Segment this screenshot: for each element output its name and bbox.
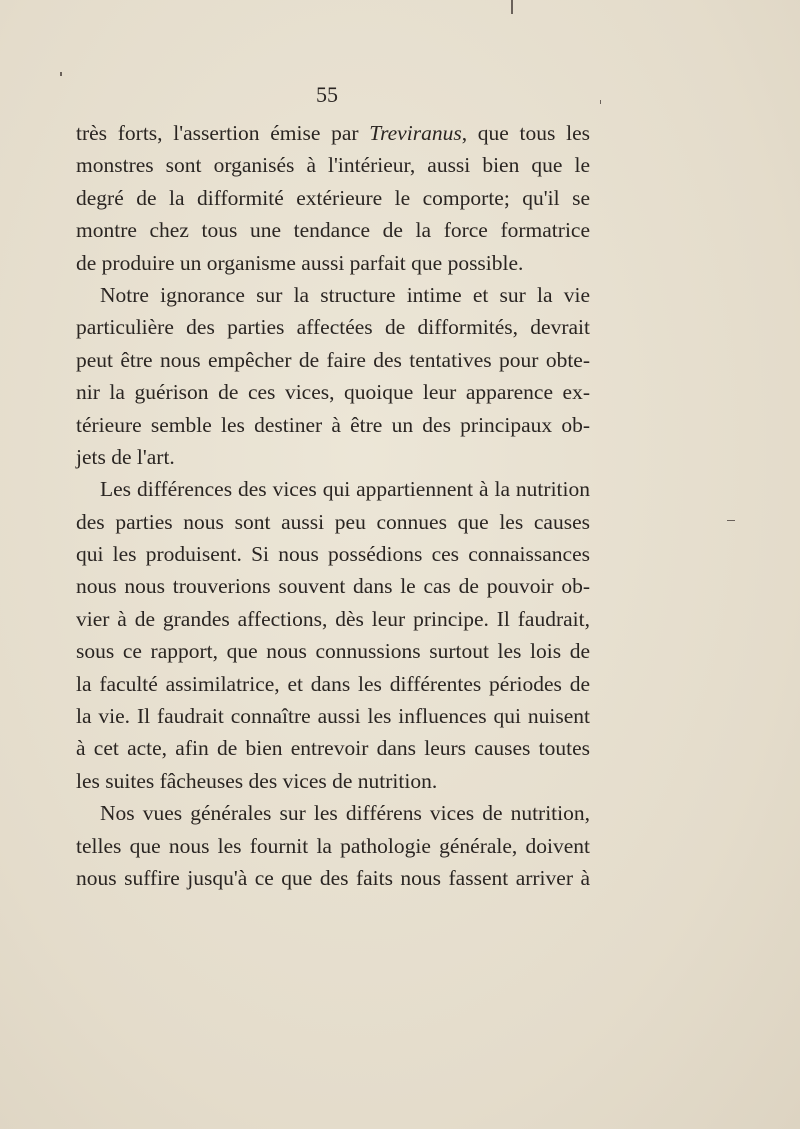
text-line: Notre ignorance sur la structure intime et sur la vie <box>100 282 590 307</box>
text-line: monstres sont organisés à l'intérieur, aussi bien que le <box>76 153 590 178</box>
text-line: vier à de grandes affections, dès leur principe. Il faudrait, <box>76 606 590 631</box>
page-number: 55 <box>316 82 338 107</box>
text-line: nous nous trouverions souvent dans le cas de pouvoir ob- <box>76 574 590 599</box>
text-line <box>76 117 590 149</box>
text-line: degré de la difformité extérieure le comporte; qu'il se <box>76 185 590 210</box>
text-line: Nos vues générales sur les différens vices de nutrition, <box>100 801 590 826</box>
text-line: des parties nous sont aussi peu connues que les causes <box>76 509 590 534</box>
text-line: la vie. Il faudrait connaître aussi les influences qui nuisent <box>76 704 590 729</box>
text-line: peut être nous empêcher de faire des tentatives pour obte- <box>76 347 590 372</box>
body-text <box>76 117 590 894</box>
text-line: de produire un organisme aussi parfait que possible. <box>76 250 524 275</box>
ink-mark <box>60 72 62 76</box>
text-line: à cet acte, afin de bien entrevoir dans leurs causes toutes <box>76 736 590 761</box>
text-line: particulière des parties affectées de difformités, devrait <box>76 315 590 340</box>
ink-mark <box>727 520 735 521</box>
text-line: nir la guérison de ces vices, quoique leur apparence ex- <box>76 380 590 405</box>
author-name: Treviranus <box>369 121 462 145</box>
text-line: telles que nous les fournit la pathologie générale, doivent <box>76 833 590 858</box>
text-line: Les différences des vices qui appartiennent à la nutrition <box>100 477 590 502</box>
line-segment: très forts, l'assertion émise par <box>76 121 370 145</box>
text-line: les suites fâcheuses des vices de nutrition. <box>76 768 438 793</box>
text-line: montre chez tous une tendance de la force formatrice <box>76 218 590 243</box>
text-line: jets de l'art. <box>76 444 175 469</box>
text-line: térieure semble les destiner à être un des principaux ob- <box>76 412 590 437</box>
ink-mark <box>511 0 513 14</box>
text-line: sous ce rapport, que nous connussions surtout les lois de <box>76 639 590 664</box>
text-line: qui les produisent. Si nous possédions ces connaissances <box>76 542 590 567</box>
text-line: nous suffire jusqu'à ce que des faits nous fassent arriver à <box>76 865 590 890</box>
line-segment: , que tous les <box>461 121 590 145</box>
text-line: la faculté assimilatrice, et dans les différentes périodes de <box>76 671 590 696</box>
ink-mark <box>600 100 601 104</box>
